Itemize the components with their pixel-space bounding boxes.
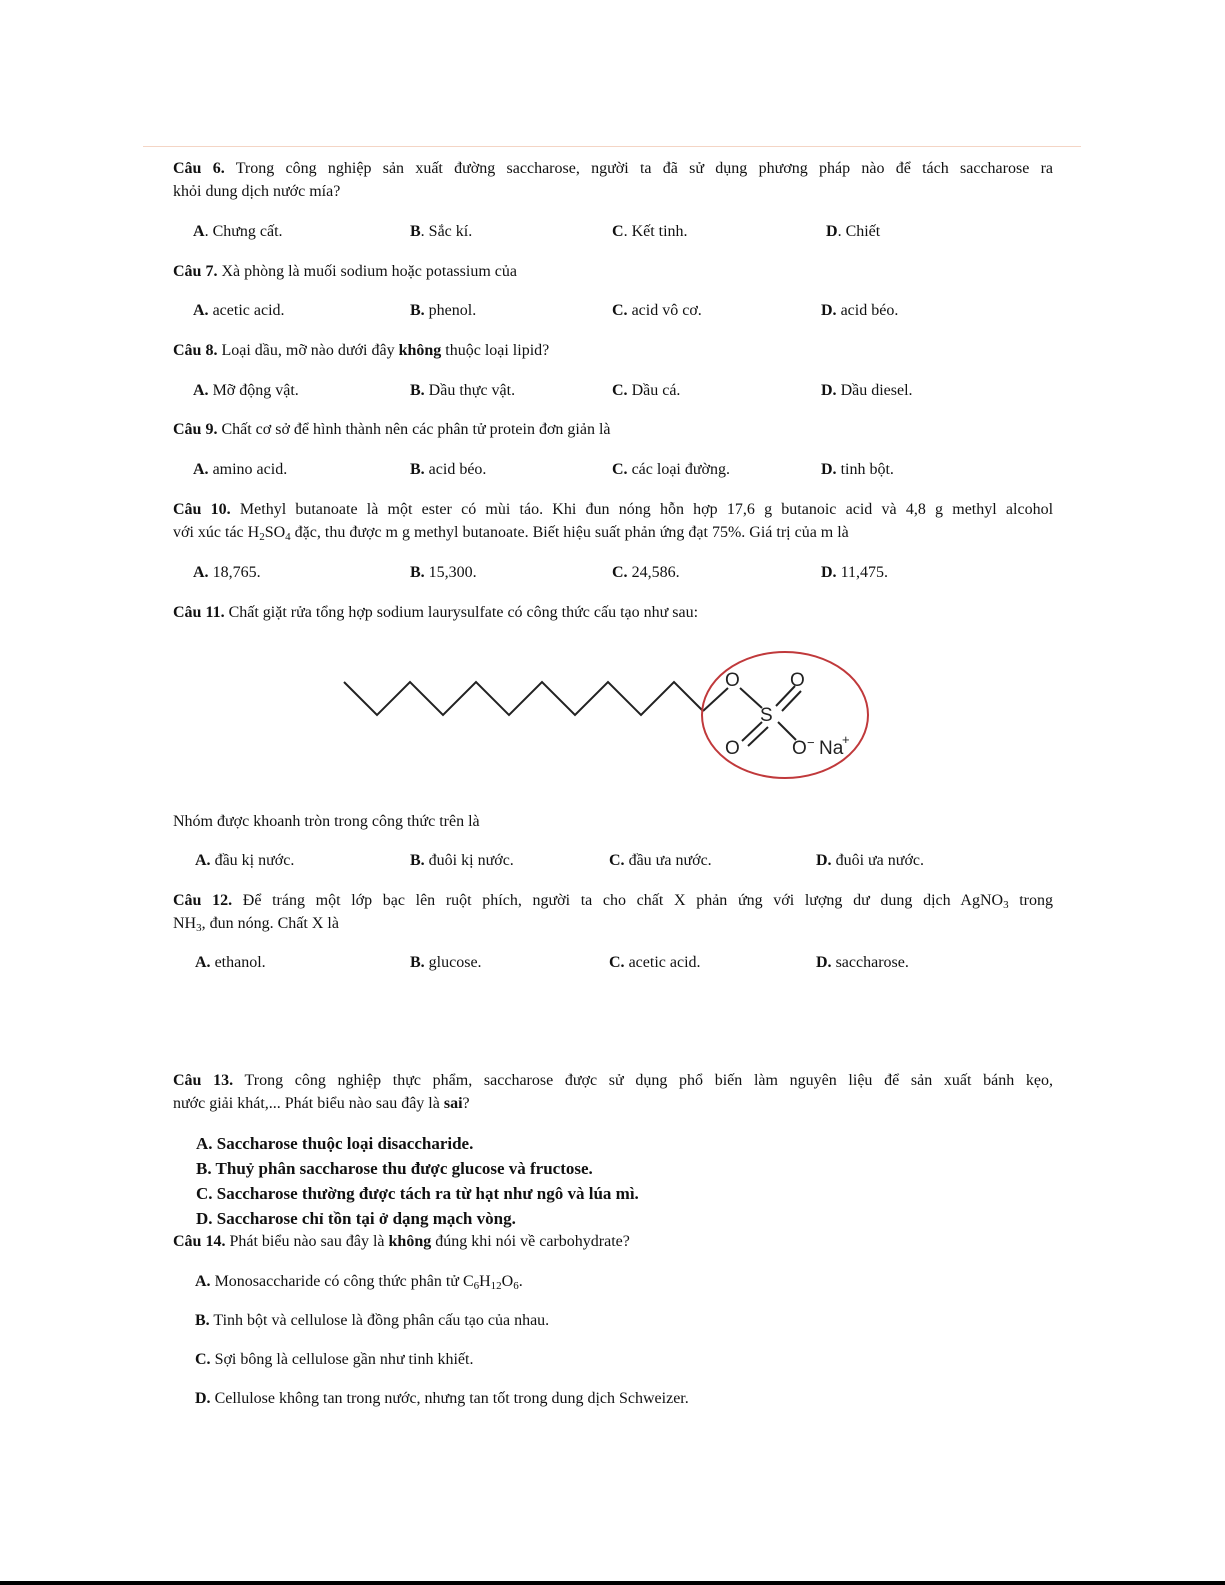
question-12-line-1: Câu 12. Để tráng một lớp bạc lên ruột phích, người ta cho chất X phản ứng với lượng dư dung dịch AgNO$_3$ trong <box>173 892 1054 911</box>
bond-s-o-double-3 <box>742 722 762 741</box>
footer-bar <box>0 1581 1225 1585</box>
q13-option-c[interactable]: C. Saccharose thường được tách ra từ hạt như ngô và lúa mì. <box>196 1184 639 1203</box>
bond-s-o-double-4 <box>748 727 768 746</box>
question-9: Câu 9. Chất cơ sở để hình thành nên các phân tử protein đơn giản là <box>173 421 611 438</box>
question-6-line-2: khỏi dung dịch nước mía? <box>173 183 341 200</box>
q8-option-b[interactable]: B. Dầu thực vật. <box>410 382 516 399</box>
question-12-line-2: $NH_3$, đun nóng. Chất X là <box>173 915 339 934</box>
question-13-line-2: nước giải khát,... Phát biểu nào sau đây là sai? <box>173 1095 470 1112</box>
hydrocarbon-tail <box>344 682 703 715</box>
q12-option-d[interactable]: D. saccharose. <box>816 954 909 971</box>
oxygen-3: O <box>725 738 740 759</box>
q11-option-b[interactable]: B. đuôi kị nước. <box>410 852 514 869</box>
question-8-number: Câu 8. <box>173 342 218 359</box>
q11-option-d[interactable]: D. đuôi ưa nước. <box>816 852 925 869</box>
q13-option-d[interactable]: D. Saccharose chỉ tồn tại ở dạng mạch vòng. <box>196 1209 516 1228</box>
q6-option-d[interactable]: D. Chiết <box>826 223 881 240</box>
plus-sign: + <box>842 732 850 747</box>
question-13-line-1: Câu 13. Trong công nghiệp thực phẩm, saccharose được sử dụng phổ biến làm nguyên liệu để sản xuất bánh kẹo, <box>173 1072 1054 1089</box>
question-10-line-2: với xúc tác $H_2SO_4$ đặc, thu được m g methyl butanoate. Biết hiệu suất phản ứng đạt 75%. Giá trị của m là <box>173 524 849 543</box>
q14-option-d[interactable]: D. Cellulose không tan trong nước, nhưng tan tốt trong dung dịch Schweizer. <box>195 1390 689 1407</box>
question-11: Câu 11. Chất giặt rửa tổng hợp sodium laurysulfate có công thức cấu tạo như sau: <box>173 604 699 621</box>
question-6-line-1: Câu 6. Trong công nghiệp sản xuất đường saccharose, người ta đã sử dụng phương pháp nào để tách saccharose ra <box>173 160 1053 177</box>
q6-option-b[interactable]: B. Sắc kí. <box>410 223 473 240</box>
q9-option-a[interactable]: A. amino acid. <box>193 461 288 478</box>
q12-option-c[interactable]: C. acetic acid. <box>609 954 701 971</box>
oxygen-1: O <box>725 670 740 691</box>
bond-o-s <box>740 688 762 708</box>
question-14: Câu 14. Phát biểu nào sau đây là không đúng khi nói về carbohydrate? <box>173 1233 630 1250</box>
q9-option-d[interactable]: D. tinh bột. <box>821 461 894 478</box>
header-rule <box>143 146 1081 147</box>
q14-option-a[interactable]: A. Monosaccharide có công thức phân tử $C_6H_{12}O_6$. <box>195 1273 523 1292</box>
q8-option-c[interactable]: C. Dầu cá. <box>612 382 681 399</box>
q8-option-d[interactable]: D. Dầu diesel. <box>821 382 913 399</box>
q6-option-c[interactable]: C. Kết tinh. <box>612 223 688 240</box>
question-9-number: Câu 9. <box>173 421 218 438</box>
question-8: Câu 8. Loại dầu, mỡ nào dưới đây không thuộc loại lipid? <box>173 342 550 359</box>
q9-option-b[interactable]: B. acid béo. <box>410 461 487 478</box>
q8-option-a[interactable]: A. Mỡ động vật. <box>193 382 299 399</box>
minus-sign: − <box>807 735 815 750</box>
q12-option-a[interactable]: A. ethanol. <box>195 954 266 971</box>
question-11-number: Câu 11. <box>173 604 225 621</box>
hydrophilic-circle <box>702 652 868 778</box>
oxygen-2: O <box>790 670 805 691</box>
q7-option-d[interactable]: D. acid béo. <box>821 302 899 319</box>
q10-option-d[interactable]: D. 11,475. <box>821 564 888 581</box>
question-10-number: Câu 10. <box>173 501 231 518</box>
sodium-lauryl-sulfate-structure <box>330 640 890 790</box>
question-7-number: Câu 7. <box>173 263 218 280</box>
q10-option-a[interactable]: A. 18,765. <box>193 564 261 581</box>
bond-s-o-double-2 <box>782 691 801 711</box>
question-12-number: Câu 12. <box>173 892 233 909</box>
q14-option-b[interactable]: B. Tinh bột và cellulose là đồng phân cấu tạo của nhau. <box>195 1312 550 1329</box>
question-6-number: Câu 6. <box>173 160 225 177</box>
q13-option-b[interactable]: B. Thuỷ phân saccharose thu được glucose và fructose. <box>196 1159 593 1178</box>
q7-option-a[interactable]: A. acetic acid. <box>193 302 285 319</box>
q11-option-a[interactable]: A. đầu kị nước. <box>195 852 295 869</box>
q6-option-a[interactable]: A. Chưng cất. <box>193 223 283 240</box>
question-11-prompt: Nhóm được khoanh tròn trong công thức trên là <box>173 813 480 830</box>
question-10-line-1: Câu 10. Methyl butanoate là một ester có mùi táo. Khi đun nóng hỗn hợp 17,6 g butanoic acid và 4,8 g methyl alcohol <box>173 501 1054 518</box>
q13-option-a[interactable]: A. Saccharose thuộc loại disaccharide. <box>196 1134 474 1153</box>
q7-option-b[interactable]: B. phenol. <box>410 302 477 319</box>
oxygen-4: O <box>792 738 807 759</box>
sodium: Na <box>819 738 844 759</box>
question-7: Câu 7. Xà phòng là muối sodium hoặc potassium của <box>173 263 517 280</box>
q10-option-b[interactable]: B. 15,300. <box>410 564 477 581</box>
q7-option-c[interactable]: C. acid vô cơ. <box>612 302 702 319</box>
q11-option-c[interactable]: C. đầu ưa nước. <box>609 852 712 869</box>
bond-c-o <box>703 688 728 711</box>
q12-option-b[interactable]: B. glucose. <box>410 954 482 971</box>
question-14-number: Câu 14. <box>173 1233 226 1250</box>
q14-option-c[interactable]: C. Sợi bông là cellulose gần như tinh khiết. <box>195 1351 474 1368</box>
question-13-number: Câu 13. <box>173 1072 234 1089</box>
sulfur: S <box>760 705 773 726</box>
q10-option-c[interactable]: C. 24,586. <box>612 564 680 581</box>
q9-option-c[interactable]: C. các loại đường. <box>612 461 730 478</box>
